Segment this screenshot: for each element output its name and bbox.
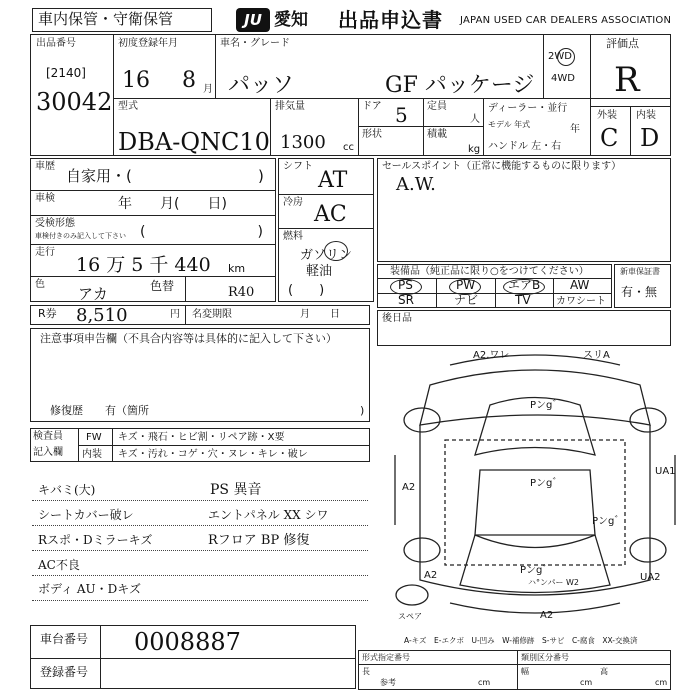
color-value: アカ: [78, 285, 108, 303]
name-change-value: 月 日: [300, 309, 340, 320]
height-label: 高: [600, 667, 608, 676]
interior-insp-items: キズ・汚れ・コゲ・穴・ヌレ・キレ・破レ: [118, 449, 308, 460]
repair-label: 修復歴 有（箇所: [50, 404, 149, 417]
model-code: DBA-QNC10: [118, 128, 270, 156]
later-box: [377, 310, 671, 346]
shape-label: 形状: [362, 129, 382, 140]
receipt-note: 車検付きのみ記入して下さい: [35, 232, 126, 240]
equip-sr: SR: [398, 293, 414, 307]
color-label: 色: [35, 279, 45, 290]
ac-value: AC: [314, 202, 347, 227]
color-change: 色替: [150, 279, 175, 293]
ac-label: 冷房: [283, 197, 303, 208]
association-name: JAPAN USED CAR DEALERS ASSOCIATION: [460, 15, 672, 26]
disp-label: 排気量: [275, 101, 305, 112]
note-a2-bottom: A2: [540, 610, 554, 621]
later-label: 後日品: [382, 313, 412, 324]
notes-label: 注意事項申告欄（不具合内容等は具体的に記入して下さい）: [40, 332, 337, 345]
damage-diagram: [390, 345, 680, 640]
length-label: 長: [362, 667, 370, 676]
model-year-label: モデル 年式: [488, 120, 531, 129]
rtax-value: 8,510: [76, 305, 128, 326]
reg-year: 16: [122, 68, 150, 93]
note-ping-2: Pンg゛: [530, 478, 563, 489]
note-bumper: ハ°ンパー W2: [528, 578, 579, 587]
spare-tire-icon: [396, 585, 428, 605]
insp-note-2: PS 異音: [210, 482, 262, 498]
fw-items: キズ・飛石・ヒビ割・リペア跡・X要: [118, 432, 285, 443]
circle-pw: [449, 279, 481, 295]
lot-label: 出品番号: [36, 38, 76, 49]
eval-score: R: [614, 60, 640, 100]
equip-airbag: エアB: [508, 278, 541, 292]
history-close: ): [258, 167, 264, 185]
sales-label: セールスポイント（正常に機能するものに限ります）: [382, 161, 622, 172]
insp-note-1: キバミ(大): [38, 483, 96, 497]
drive-circle: [557, 48, 575, 66]
lot-sub: [2140]: [46, 66, 86, 80]
insp-note-8: ボディ AU・Dキズ: [38, 582, 142, 596]
insp-note-4: エントパネル XX シワ: [208, 508, 329, 522]
note-a2-crack: A2.ワレ: [473, 350, 510, 361]
sales-value: A.W.: [396, 174, 436, 195]
note-a2-left: A2: [402, 482, 416, 493]
logo-org: 愛知: [274, 10, 308, 30]
form-title: 出品申込書: [338, 8, 443, 32]
shift-value: AT: [318, 168, 348, 193]
repair-close: ): [360, 404, 365, 417]
fw-label: FW: [86, 432, 102, 443]
name-change-label: 名変期限: [192, 309, 232, 320]
warranty-label: 新車保証書: [620, 267, 660, 276]
inspection-label: 車検: [35, 193, 55, 204]
inspection-value: 年 月( 日): [118, 196, 227, 212]
insp-note-6: Rフロア BP 修復: [208, 533, 310, 548]
shift-label: シフト: [283, 161, 313, 172]
lot-number: 30042: [36, 88, 113, 116]
insp-note-5: Rスポ・Dミラーキズ: [38, 533, 153, 547]
mileage-label: 走行: [35, 247, 55, 258]
eval-label: 評価点: [606, 37, 639, 50]
load-label: 積載: [427, 129, 447, 140]
header-tags: 車内保管・守衛保管: [38, 10, 174, 28]
circle-airbag: [503, 279, 545, 295]
note-ref-label: 参考: [380, 678, 396, 687]
equip-leather: カワシート: [556, 296, 606, 307]
note-spare: スペア: [398, 612, 422, 621]
rtax-label: R券: [38, 307, 57, 320]
receipt-label: 受検形態: [35, 218, 75, 229]
mileage-value: 16 万 5 千 440: [76, 254, 211, 276]
equip-tv: TV: [515, 293, 531, 307]
width-unit: cm: [580, 678, 593, 687]
month-unit: 月: [203, 84, 213, 95]
year-unit: 年: [570, 124, 580, 135]
handle-label: ハンドル 左・右: [488, 141, 562, 152]
fuel-paren: ( ): [288, 283, 325, 298]
equip-aw: AW: [570, 278, 590, 292]
door-label: ドア: [362, 101, 382, 112]
rtax-unit: 円: [170, 309, 180, 320]
type-cert-label: 形式指定番号: [362, 653, 410, 662]
drive-2wd: 2WD: [548, 51, 572, 62]
history-value: 自家用・(: [66, 167, 132, 185]
fuel-diesel: 軽油: [306, 264, 333, 279]
fuel-circle: [324, 241, 348, 261]
length-unit: cm: [478, 678, 491, 687]
interior-insp-label: 内装: [82, 449, 102, 460]
note-ping-1: Pンg゛: [530, 400, 563, 411]
height-unit: cm: [655, 678, 668, 687]
chassis-value: 0008887: [134, 628, 241, 656]
displacement: 1300: [280, 132, 326, 153]
equip-label: 装備品（純正品に限り○をつけてください）: [390, 266, 589, 277]
width-label: 幅: [521, 667, 529, 676]
interior-label: 内装: [636, 110, 656, 121]
drive-4wd: 4WD: [551, 73, 575, 84]
exterior-grade: C: [600, 124, 619, 152]
cap-label: 定員: [427, 101, 447, 112]
reg-month: 8: [182, 68, 196, 93]
inspector-label-2: 記入欄: [33, 447, 63, 458]
warranty-value: 有・無: [621, 285, 658, 299]
color-code: R40: [228, 285, 255, 300]
chassis-label: 車台番号: [40, 632, 89, 646]
exterior-label: 外装: [597, 110, 617, 121]
doors: 5: [395, 103, 408, 127]
equip-ps: PS: [398, 278, 413, 292]
fuel-gas: ガソリン: [300, 248, 353, 263]
dealer-label: ディーラー・並行: [488, 103, 568, 114]
disp-unit: cc: [343, 142, 354, 153]
damage-legend: A-キズ E-エクボ U-凹み W-補修跡 S-サビ C-腐食 XX-交換済: [404, 636, 638, 645]
ju-logo: JU: [236, 8, 270, 32]
model-label: 型式: [118, 101, 138, 112]
inspector-label: 検査員: [33, 431, 63, 442]
note-suri-a: スリA: [583, 350, 610, 361]
reg-no-label: 登録番号: [40, 665, 89, 679]
fuel-label: 燃料: [283, 231, 303, 242]
circle-ps: [390, 279, 422, 295]
reg-label: 初度登録年月: [118, 38, 178, 49]
insp-note-7: AC不良: [38, 558, 80, 572]
interior-grade: D: [640, 124, 660, 152]
insp-note-3: シートカバー破レ: [38, 508, 134, 522]
cap-unit: 人: [470, 114, 480, 125]
kg-unit: kg: [468, 144, 481, 155]
equip-pw: PW: [456, 278, 476, 292]
history-label: 車歴: [35, 161, 55, 172]
note-ua2: UA2: [640, 572, 661, 583]
receipt-paren: ( ): [140, 224, 263, 240]
car-name: パッソ: [228, 73, 295, 98]
mileage-unit: km: [228, 262, 246, 275]
car-grade: GF パッケージ: [385, 73, 535, 98]
note-a2-rear: A2: [424, 570, 438, 581]
name-label: 車名・グレード: [220, 38, 290, 49]
class-label: 類別区分番号: [521, 653, 569, 662]
note-ping-3: Pンg゛: [592, 516, 625, 527]
equip-navi: ナビ: [454, 293, 479, 307]
note-ping-4: Pンg゛: [520, 565, 553, 576]
note-ua1: UA1: [655, 466, 676, 477]
